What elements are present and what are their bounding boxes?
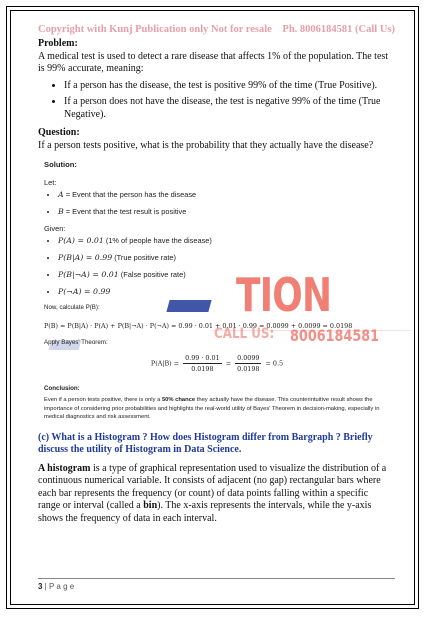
- watermark-call-text: CALL US:: [214, 326, 275, 342]
- page-content: [38, 38, 390, 525]
- header-copyright: Copyright with Kunj Publication only Not for resale: [38, 24, 272, 35]
- watermark-phone: 8006184581: [290, 326, 380, 345]
- problem-bullet: • If a person does not have the disease, the test is negative 99% of the time (True Negative).: [64, 96, 390, 121]
- section-c-question: (c) What is a Histogram ? How does Histogram differ from Bargraph ? Briefly discuss the utility of Histogram in Data Science.: [38, 431, 373, 456]
- given-item: • P(¬A) = 0.99: [58, 287, 390, 297]
- conclusion-text: Even if a person tests positive, there is only a 50% chance they actually have the disease. This counterintuitive result shows the importance of considering prior probabilities and highlights the real-world utility of Bayes' Theorem in decision-making, especially in medical diagnostics and risk assessment.: [44, 397, 380, 421]
- solution-block: [38, 160, 390, 422]
- histogram-paragraph: A histogram is a type of graphical representation used to visualize the distribution of a continuous numerical variable. It consists of adjacent (no gap) rectangular bars where each bar represents the frequency (or count) of data points falling within a specific range or interval (called a bin). The x-axis represents the intervals, while the y-axis shows the frequency of data in each interval.: [38, 462, 387, 524]
- given-item: • P(A) = 0.01 (1% of people have the disease): [58, 236, 390, 246]
- page-number: 3: [38, 582, 43, 591]
- page-label: | P a g e: [42, 582, 75, 591]
- let-list: [44, 190, 390, 217]
- given-list: [44, 236, 390, 297]
- problem-intro: A medical test is used to detect a rare disease that affects 1% of the population. The test is 99% accurate, meaning:: [38, 50, 389, 74]
- given-item: • P(B|A) = 0.99 (True positive rate): [58, 253, 390, 263]
- header-phone: Ph. 8006184581 (Call Us): [282, 24, 395, 35]
- problem-bullets: [38, 80, 390, 122]
- bayes-label: Apply Bayes' Theorem:: [44, 338, 108, 346]
- bayes-result: = 0.5: [265, 359, 284, 368]
- let-item: • B = Event that the test result is positive: [58, 207, 390, 217]
- given-item: • P(B|¬A) = 0.01 (False positive rate): [58, 270, 390, 280]
- let-item: • A = Event that the person has the disease: [58, 190, 390, 200]
- question-heading: Question:: [38, 127, 80, 138]
- watermark-text: TION: [236, 268, 332, 322]
- question-text: If a person tests positive, what is the probability that they actually have the disease?: [38, 139, 374, 151]
- problem-heading: Problem:: [38, 38, 78, 49]
- calc-label: Now, calculate P(B):: [44, 304, 100, 311]
- bayes-equals: =: [225, 359, 232, 368]
- total-probability-equation: P(B) = P(B|A) · P(A) + P(B|¬A) · P(¬A) = 0.99 · 0.01 + 0.01 · 0.99 = 0.0099 + 0.0099 = 0.0198: [44, 321, 353, 330]
- bayes-equation: [44, 353, 390, 374]
- problem-bullet: • If a person has the disease, the test is positive 99% of the time (True Positive).: [64, 80, 390, 93]
- conclusion-title: Conclusion:: [44, 385, 80, 393]
- given-label: Given:: [44, 224, 66, 233]
- let-label: Let:: [44, 178, 57, 187]
- footer-rule: [38, 578, 395, 579]
- page-footer: [38, 582, 74, 591]
- bayes-fraction-2: $\frac{0.0099}{0.0198}$: [237, 354, 260, 374]
- bayes-lhs: P(A|B) =: [150, 359, 180, 368]
- solution-title: Solution:: [44, 160, 77, 169]
- bayes-fraction-1: $\frac{0.99 \cdot 0.01}{0.0198}$: [185, 354, 220, 374]
- page-header: [38, 24, 395, 35]
